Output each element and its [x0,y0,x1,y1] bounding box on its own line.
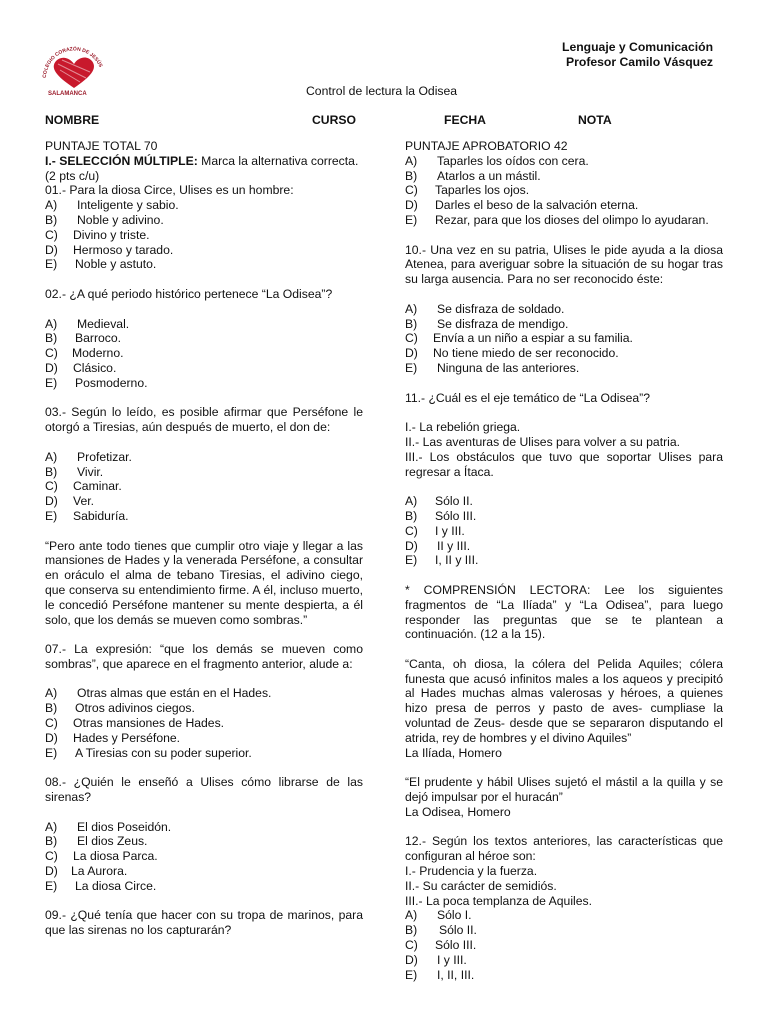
option-d[interactable]: D) La Aurora. [45,864,128,879]
question-12: 12.- Según los textos anteriores, las características que configuran al héroe son: [405,834,723,864]
option-b[interactable]: B) Noble y adivino. [45,212,164,227]
option-e[interactable]: E) A Tiresias con su poder superior. [45,745,252,760]
option-e[interactable]: E) Noble y astuto. [45,257,157,272]
option-b[interactable]: B) Otros adivinos ciegos. [45,701,195,716]
option-a[interactable]: A) Inteligente y sabio. [45,198,179,213]
field-nombre: NOMBRE [45,113,100,127]
option-e[interactable]: E) I, II, III. [405,967,475,982]
option-b[interactable]: B) Barroco. [45,331,122,346]
question-8: 08.- ¿Quién le enseñó a Ulises cómo librarse de las sirenas? [45,775,363,805]
option-d[interactable]: D) Hermoso y tarado. [45,242,174,257]
field-curso: CURSO [312,113,357,127]
left-column [45,139,363,938]
question-7-options [45,686,363,760]
option-d[interactable]: D) Darles el beso de la salvación eterna. [405,198,639,213]
points-note: (2 pts c/u) [45,168,100,183]
option-a[interactable]: A) Se disfraza de soldado. [405,301,565,316]
option-b[interactable]: B) Atarlos a un mástil. [405,168,541,183]
right-column [405,139,723,982]
score-total: PUNTAJE TOTAL 70 [45,139,158,153]
option-b[interactable]: B) Sólo III. [405,508,477,523]
reading-comprehension-instructions: * COMPRENSIÓN LECTORA: Lee los siguientes fragmentos de “La Ilíada” y “La Odisea”, para luego responder las preguntas que se te plantean a continuación. (12 a la 15). [405,582,723,642]
q12-item-1: I.- Prudencia y la fuerza. [405,864,538,879]
option-b[interactable]: B) Vivir. [45,464,104,479]
option-c[interactable]: C) Sólo III. [405,938,477,953]
school-logo [36,42,108,100]
question-9-options [405,154,723,228]
question-10-options [405,302,723,376]
option-c[interactable]: C) Divino y triste. [45,227,150,242]
option-e[interactable]: E) La diosa Circe. [45,878,157,893]
question-3: 03.- Según lo leído, es posible afirmar que Perséfone le otorgó a Tiresias, aún después de muerto, el don de: [45,405,363,435]
logo-top-text: COLEGIO CORAZÓN DE JESÚS [41,46,104,79]
question-11-options [405,494,723,568]
section-1-title: I.- SELECCIÓN MÚLTIPLE: [45,153,198,168]
section-1-text: Marca la alternativa correcta. [197,153,359,168]
option-e[interactable]: E) Posmoderno. [45,375,148,390]
teacher-label: Profesor Camilo Vásquez [566,55,713,69]
question-1: 01.- Para la diosa Circe, Ulises es un hombre: [45,183,294,198]
option-d[interactable]: D) Clásico. [45,360,117,375]
question-3-options [45,450,363,524]
option-b[interactable]: B) El dios Zeus. [45,834,148,849]
q12-item-3: III.- La poca templanza de Aquiles. [405,893,592,908]
option-e[interactable]: E) Sabiduría. [45,508,129,523]
q11-item-1: I.- La rebelión griega. [405,420,521,435]
option-d[interactable]: D) Hades y Perséfone. [45,730,181,745]
option-a[interactable]: A) Profetizar. [45,449,132,464]
option-a[interactable]: A) Medieval. [45,316,130,331]
question-1-options [45,198,363,272]
score-pass: PUNTAJE APROBATORIO 42 [405,139,568,153]
section-1-instructions [45,154,363,169]
option-c[interactable]: C) Taparles los ojos. [405,183,530,198]
option-a[interactable]: A) Sólo II. [405,494,473,509]
option-a[interactable]: A) Sólo I. [405,908,472,923]
heart-icon [54,57,94,88]
option-c[interactable]: C) Envía a un niño a espiar a su familia. [405,331,633,346]
q11-item-2: II.- Las aventuras de Ulises para volver a su patria. [405,434,681,449]
field-fecha: FECHA [444,113,486,127]
option-b[interactable]: B) Se disfraza de mendigo. [405,316,569,331]
option-a[interactable]: A) Taparles los oídos con cera. [405,153,589,168]
option-b[interactable]: B) Sólo II. [405,923,477,938]
question-7: 07.- La expresión: “que los demás se mueven como sombras”, que aparece en el fragmento anterior, alude a: [45,642,363,671]
subject-label: Lenguaje y Comunicación [562,40,714,54]
question-9: 09.- ¿Qué tenía que hacer con su tropa de marinos, para que las sirenas no los capturarán? [45,908,363,938]
option-d[interactable]: D) I y III. [405,952,467,967]
option-c[interactable]: C) I y III. [405,523,465,538]
option-c[interactable]: C) La diosa Parca. [45,849,158,864]
iliad-quote: “Canta, oh diosa, la cólera del Pelida Aquiles; cólera funesta que acusó infinitos males a los aqueos y precipitó al Hades muchas almas valerosas y héroes, a quienes hizo presa de perros y pasto de aves- cumpliase la voluntad de Zeus- desde que se separaron disputando el atrida, rey de hombres y el divino Aquiles” [405,656,723,745]
question-12-options [405,908,723,982]
page-title: Control de lectura la Odisea [306,84,458,98]
logo-bottom-text: SALAMANCA [48,91,87,97]
question-8-options [45,820,363,894]
option-a[interactable]: A) Otras almas que están en el Hades. [45,686,272,701]
q11-item-3: III.- Los obstáculos que tuvo que soportar Ulises para regresar a Ítaca. [405,449,723,479]
field-nota: NOTA [578,113,612,127]
option-e[interactable]: E) Rezar, para que los dioses del olimpo lo ayudaran. [405,212,709,227]
option-c[interactable]: C) Caminar. [45,479,122,494]
option-c[interactable]: C) Otras mansiones de Hades. [45,716,225,731]
question-10: 10.- Una vez en su patria, Ulises le pide ayuda a la diosa Atenea, para averiguar sobre la situación de su hogar tras su larga ausencia. Para no ser reconocido éste: [405,242,723,287]
option-d[interactable]: D) II y III. [405,538,471,553]
question-11: 11.- ¿Cuál es el eje temático de “La Odisea”? [405,390,650,405]
option-e[interactable]: E) I, II y III. [405,553,479,568]
option-d[interactable]: D) Ver. [45,494,95,509]
odyssey-quote: “Pero ante todo tienes que cumplir otro viaje y llegar a las mansiones de Hades y la venerada Perséfone, a consultar en oráculo el alma de tebano Tiresias, el adivino ciego, que conserva su entendimiento firme. A él, incluso muerto, le concedió Perséfone mantener su mente despierta, a él solo, que los demás se mueven como sombras.” [45,538,363,627]
option-c[interactable]: C) Moderno. [45,346,124,361]
question-2: 02.- ¿A qué periodo histórico pertenece “La Odisea”? [45,286,333,301]
option-d[interactable]: D) No tiene miedo de ser reconocido. [405,346,619,361]
odyssey-quote-2: “El prudente y hábil Ulises sujetó el mástil a la quilla y se dejó impulsar por el huracán” [405,775,723,805]
iliad-source: La Ilíada, Homero [405,745,502,760]
odyssey-source: La Odisea, Homero [405,804,511,819]
question-2-options [45,317,363,391]
q12-item-2: II.- Su carácter de semidiós. [405,878,557,893]
option-e[interactable]: E) Ninguna de las anteriores. [405,360,580,375]
option-a[interactable]: A) El dios Poseidón. [45,819,172,834]
